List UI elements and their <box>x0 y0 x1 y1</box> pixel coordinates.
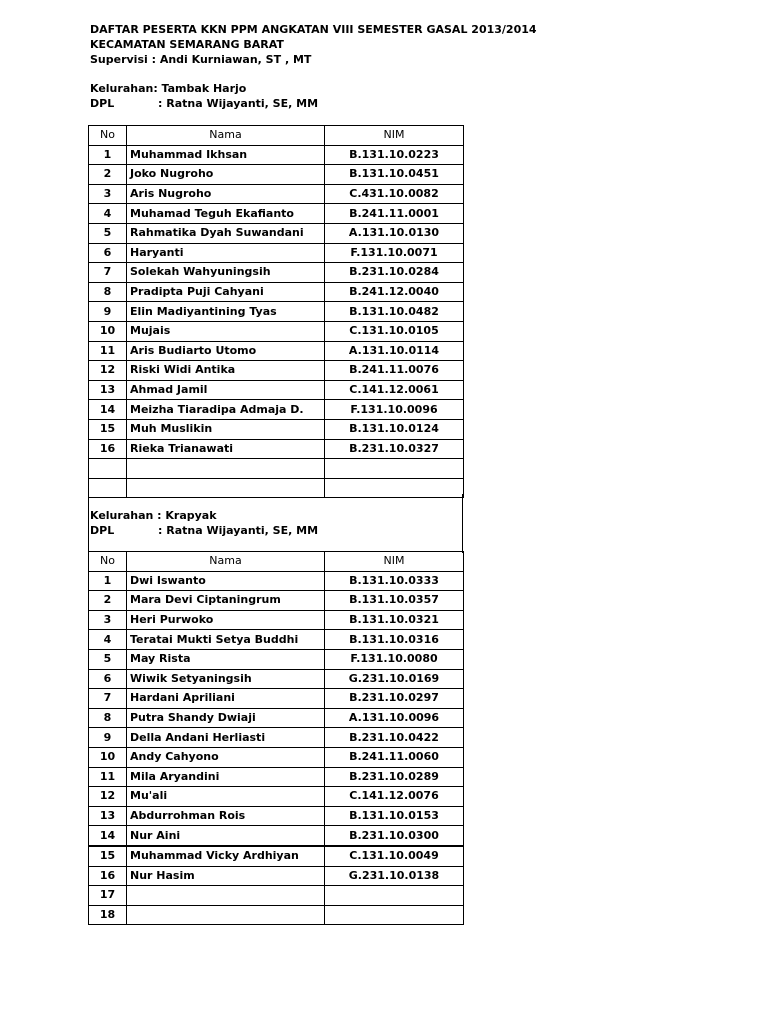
cell-no: 12 <box>89 787 127 807</box>
cell-no: 9 <box>89 302 127 322</box>
cell-nim: C.431.10.0082 <box>325 184 464 204</box>
cell-no: 5 <box>89 649 127 669</box>
cell-nama: Muhammad Vicky Ardhiyan <box>127 846 325 866</box>
section2-dpl-label: DPL <box>90 524 115 537</box>
table-row <box>89 145 464 165</box>
table-row <box>89 669 464 689</box>
table-row <box>89 826 464 846</box>
table-row <box>89 787 464 807</box>
cell-no: 6 <box>89 243 127 263</box>
table-row <box>89 728 464 748</box>
table-row <box>89 459 464 479</box>
cell-nama: Mujais <box>127 321 325 341</box>
document-title: DAFTAR PESERTA KKN PPM ANGKATAN VIII SEMESTER GASAL 2013/2014 <box>90 23 537 36</box>
column-header-no: No <box>89 126 127 146</box>
cell-nim: B.231.10.0284 <box>325 263 464 283</box>
cell-nim: B.131.10.0451 <box>325 165 464 185</box>
cell-nim <box>325 905 464 925</box>
cell-nim: A.131.10.0130 <box>325 223 464 243</box>
supervisor-line: Supervisi : Andi Kurniawan, ST , MT <box>90 53 312 66</box>
table-row <box>89 341 464 361</box>
cell-nim: B.131.10.0316 <box>325 630 464 650</box>
table-row <box>89 649 464 669</box>
column-header-nim: NIM <box>325 126 464 146</box>
table-row <box>89 321 464 341</box>
table-row <box>89 204 464 224</box>
table-row <box>89 610 464 630</box>
cell-nama: Muh Muslikin <box>127 419 325 439</box>
cell-nama: Elin Madiyantining Tyas <box>127 302 325 322</box>
cell-nim: A.131.10.0096 <box>325 708 464 728</box>
cell-nama <box>127 478 325 498</box>
cell-nim: B.241.11.0060 <box>325 747 464 767</box>
cell-no: 12 <box>89 361 127 381</box>
table-header-row <box>89 552 464 572</box>
cell-nim: B.131.10.0357 <box>325 591 464 611</box>
cell-nama: Pradipta Puji Cahyani <box>127 282 325 302</box>
cell-nama: Aris Budiarto Utomo <box>127 341 325 361</box>
table-row <box>89 400 464 420</box>
cell-nama: Rieka Trianawati <box>127 439 325 459</box>
cell-nim: B.131.10.0153 <box>325 806 464 826</box>
cell-nim: B.231.10.0300 <box>325 826 464 846</box>
table-row <box>89 571 464 591</box>
cell-nim: C.141.12.0076 <box>325 787 464 807</box>
cell-nama: Nur Aini <box>127 826 325 846</box>
table-row <box>89 165 464 185</box>
cell-nim: B.131.10.0482 <box>325 302 464 322</box>
table-row <box>89 439 464 459</box>
cell-nama: Rahmatika Dyah Suwandani <box>127 223 325 243</box>
cell-no: 10 <box>89 747 127 767</box>
cell-no: 5 <box>89 223 127 243</box>
cell-nama: Meizha Tiaradipa Admaja D. <box>127 400 325 420</box>
cell-no: 9 <box>89 728 127 748</box>
column-header-nim: NIM <box>325 552 464 572</box>
table-row <box>89 302 464 322</box>
cell-no: 11 <box>89 767 127 787</box>
cell-nama: Muhamad Teguh Ekafianto <box>127 204 325 224</box>
cell-nim: G.231.10.0138 <box>325 866 464 886</box>
cell-nama: Mila Aryandini <box>127 767 325 787</box>
section1-dpl-label: DPL <box>90 97 115 110</box>
cell-nim: F.131.10.0071 <box>325 243 464 263</box>
cell-no: 15 <box>89 846 127 866</box>
cell-nim: C.131.10.0049 <box>325 846 464 866</box>
cell-no: 7 <box>89 689 127 709</box>
cell-nim: B.131.10.0223 <box>325 145 464 165</box>
table-row <box>89 806 464 826</box>
cell-nama: Aris Nugroho <box>127 184 325 204</box>
cell-nama: Teratai Mukti Setya Buddhi <box>127 630 325 650</box>
cell-no: 8 <box>89 708 127 728</box>
table-row <box>89 689 464 709</box>
section2-kelurahan: Kelurahan : Krapyak <box>90 509 217 522</box>
cell-no: 2 <box>89 165 127 185</box>
cell-no: 6 <box>89 669 127 689</box>
cell-nama: Mara Devi Ciptaningrum <box>127 591 325 611</box>
cell-nim <box>325 459 464 479</box>
cell-nama: Putra Shandy Dwiaji <box>127 708 325 728</box>
cell-no: 7 <box>89 263 127 283</box>
table-row <box>89 223 464 243</box>
table-row <box>89 478 464 498</box>
table-row <box>89 708 464 728</box>
cell-nama: Joko Nugroho <box>127 165 325 185</box>
table-row <box>89 282 464 302</box>
cell-nim: B.241.12.0040 <box>325 282 464 302</box>
table-row <box>89 380 464 400</box>
table-header-row <box>89 126 464 146</box>
cell-nim <box>325 478 464 498</box>
cell-nama: Dwi Iswanto <box>127 571 325 591</box>
cell-nama: Wiwik Setyaningsih <box>127 669 325 689</box>
district-title: KECAMATAN SEMARANG BARAT <box>90 38 284 51</box>
cell-nama: Solekah Wahyuningsih <box>127 263 325 283</box>
cell-no: 10 <box>89 321 127 341</box>
frame-border-left <box>88 494 89 553</box>
cell-no: 4 <box>89 630 127 650</box>
column-header-no: No <box>89 552 127 572</box>
frame-border-right <box>462 494 463 553</box>
table-row <box>89 846 464 866</box>
cell-nim: B.131.10.0321 <box>325 610 464 630</box>
cell-no: 2 <box>89 591 127 611</box>
table-row <box>89 243 464 263</box>
cell-no <box>89 478 127 498</box>
cell-nama <box>127 905 325 925</box>
cell-nim: B.131.10.0124 <box>325 419 464 439</box>
cell-nim: B.231.10.0297 <box>325 689 464 709</box>
table-row <box>89 767 464 787</box>
cell-no: 17 <box>89 886 127 906</box>
cell-nama: Riski Widi Antika <box>127 361 325 381</box>
section1-dpl-value: : Ratna Wijayanti, SE, MM <box>158 97 319 110</box>
cell-nim: C.141.12.0061 <box>325 380 464 400</box>
cell-nama: Della Andani Herliasti <box>127 728 325 748</box>
table-row <box>89 886 464 906</box>
table-row <box>89 419 464 439</box>
cell-nama: Muhammad Ikhsan <box>127 145 325 165</box>
table-row <box>89 630 464 650</box>
cell-nim: B.231.10.0327 <box>325 439 464 459</box>
cell-no <box>89 459 127 479</box>
section1-kelurahan: Kelurahan: Tambak Harjo <box>90 82 247 95</box>
cell-nama: Ahmad Jamil <box>127 380 325 400</box>
cell-nama <box>127 886 325 906</box>
column-header-nama: Nama <box>127 552 325 572</box>
section1-dpl-line <box>90 96 318 111</box>
cell-nama: May Rista <box>127 649 325 669</box>
table-row <box>89 591 464 611</box>
participant-table-tambak-harjo <box>88 125 464 498</box>
cell-no: 14 <box>89 826 127 846</box>
cell-no: 14 <box>89 400 127 420</box>
cell-no: 13 <box>89 380 127 400</box>
column-header-nama: Nama <box>127 126 325 146</box>
cell-nim: C.131.10.0105 <box>325 321 464 341</box>
table-row <box>89 361 464 381</box>
cell-no: 18 <box>89 905 127 925</box>
cell-nama: Andy Cahyono <box>127 747 325 767</box>
cell-nim: B.241.11.0076 <box>325 361 464 381</box>
table-row <box>89 866 464 886</box>
cell-no: 16 <box>89 439 127 459</box>
cell-nim: B.131.10.0333 <box>325 571 464 591</box>
section2-dpl-line <box>90 523 318 538</box>
cell-nama: Hardani Apriliani <box>127 689 325 709</box>
cell-no: 4 <box>89 204 127 224</box>
table-row <box>89 905 464 925</box>
cell-nama: Mu'ali <box>127 787 325 807</box>
cell-nama: Abdurrohman Rois <box>127 806 325 826</box>
cell-nim: G.231.10.0169 <box>325 669 464 689</box>
cell-no: 3 <box>89 184 127 204</box>
cell-nim: B.231.10.0422 <box>325 728 464 748</box>
table-row <box>89 184 464 204</box>
cell-nim: B.241.11.0001 <box>325 204 464 224</box>
section2-dpl-value: : Ratna Wijayanti, SE, MM <box>158 524 319 537</box>
cell-no: 15 <box>89 419 127 439</box>
cell-nama: Haryanti <box>127 243 325 263</box>
cell-nim: B.231.10.0289 <box>325 767 464 787</box>
cell-nim: F.131.10.0080 <box>325 649 464 669</box>
cell-no: 13 <box>89 806 127 826</box>
cell-nim: F.131.10.0096 <box>325 400 464 420</box>
cell-nama: Heri Purwoko <box>127 610 325 630</box>
cell-no: 1 <box>89 571 127 591</box>
cell-no: 11 <box>89 341 127 361</box>
participant-table-krapyak <box>88 551 464 925</box>
cell-nim: A.131.10.0114 <box>325 341 464 361</box>
cell-no: 8 <box>89 282 127 302</box>
cell-no: 1 <box>89 145 127 165</box>
cell-nim <box>325 886 464 906</box>
cell-nama <box>127 459 325 479</box>
cell-no: 3 <box>89 610 127 630</box>
table-row <box>89 263 464 283</box>
cell-nama: Nur Hasim <box>127 866 325 886</box>
table-row <box>89 747 464 767</box>
cell-no: 16 <box>89 866 127 886</box>
